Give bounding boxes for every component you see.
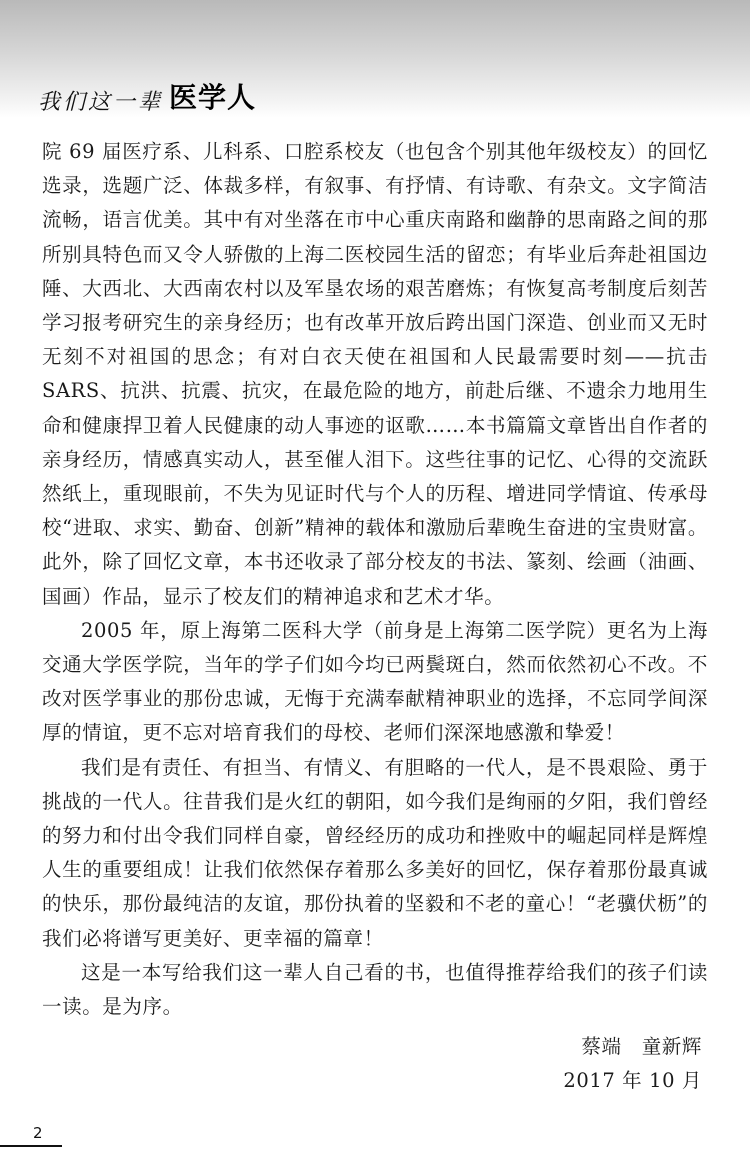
running-header-script: 我们这一辈 [38,90,164,115]
body-text [42,135,708,1024]
signature-block [563,1030,702,1098]
footer-rule [0,1145,62,1147]
paragraph-4: 这是一本写给我们这一辈人自己看的书，也值得推荐给我们的孩子们读一读。是为序。 [42,960,708,1019]
page-number: 2 [33,1124,43,1142]
running-header-bold: 医学人 [169,81,257,114]
author-names: 蔡端 童新辉 [581,1035,702,1058]
paragraph-2: 2005 年，原上海第二医科大学（前身是上海第二医学院）更名为上海交通大学医学院，当年的学子们如今均已两鬓斑白，然而依然初心不改。不改对医学事业的那份忠诚，无悔于充满奉献精神职业的选择，不忘同学间深厚的情谊，更不忘对培育我们的母校、老师们深深地感激和挚爱！ [42,618,708,745]
paragraph-3: 我们是有责任、有担当、有情义、有胆略的一代人，是不畏艰险、勇于挑战的一代人。往昔我们是火红的朝阳，如今我们是绚丽的夕阳，我们曾经的努力和付出令我们同样自豪，曾经经历的成功和挫败中的崛起同样是辉煌人生的重要组成！让我们依然保存着那么多美好的回忆，保存着那份最真诚的快乐，那份最纯洁的友谊，那份执着的坚毅和不老的童心！“老骥伏枥”的我们必将谱写更美好、更幸福的篇章！ [42,755,708,950]
running-header [38,80,256,116]
paragraph-1: 院 69 届医疗系、儿科系、口腔系校友（也包含个别其他年级校友）的回忆选录，选题广泛、体裁多样，有叙事、有抒情、有诗歌、有杂文。文字简洁流畅，语言优美。其中有对坐落在市中心重庆南路和幽静的思南路之间的那所别具特色而又令人骄傲的上海二医校园生活的留恋；有毕业后奔赴祖国边陲、大西北、大西南农村以及军垦农场的艰苦磨炼；有恢复高考制度后刻苦学习报考研究生的亲身经历；也有改革开放后跨出国门深造、创业而又无时无刻不对祖国的思念；有对白衣天使在祖国和人民最需要时刻——抗击 SARS、抗洪、抗震、抗灾，在最危险的地方，前赴后继、不遗余力地用生命和健康捍卫着人民健康的动人事迹的讴歌……本书篇篇文章皆出自作者的亲身经历，情感真实动人，甚至催人泪下。这些往事的记忆、心得的交流跃然纸上，重现眼前，不失为见证时代与个人的历程、增进同学情谊、传承母校“进取、求实、勤奋、创新”精神的载体和激励后辈晚生奋进的宝贵财富。此外，除了回忆文章，本书还收录了部分校友的书法、篆刻、绘画（油画、国画）作品，显示了校友们的精神追求和艺术才华。 [42,140,708,608]
signature-date: 2017 年 10 月 [563,1069,702,1092]
